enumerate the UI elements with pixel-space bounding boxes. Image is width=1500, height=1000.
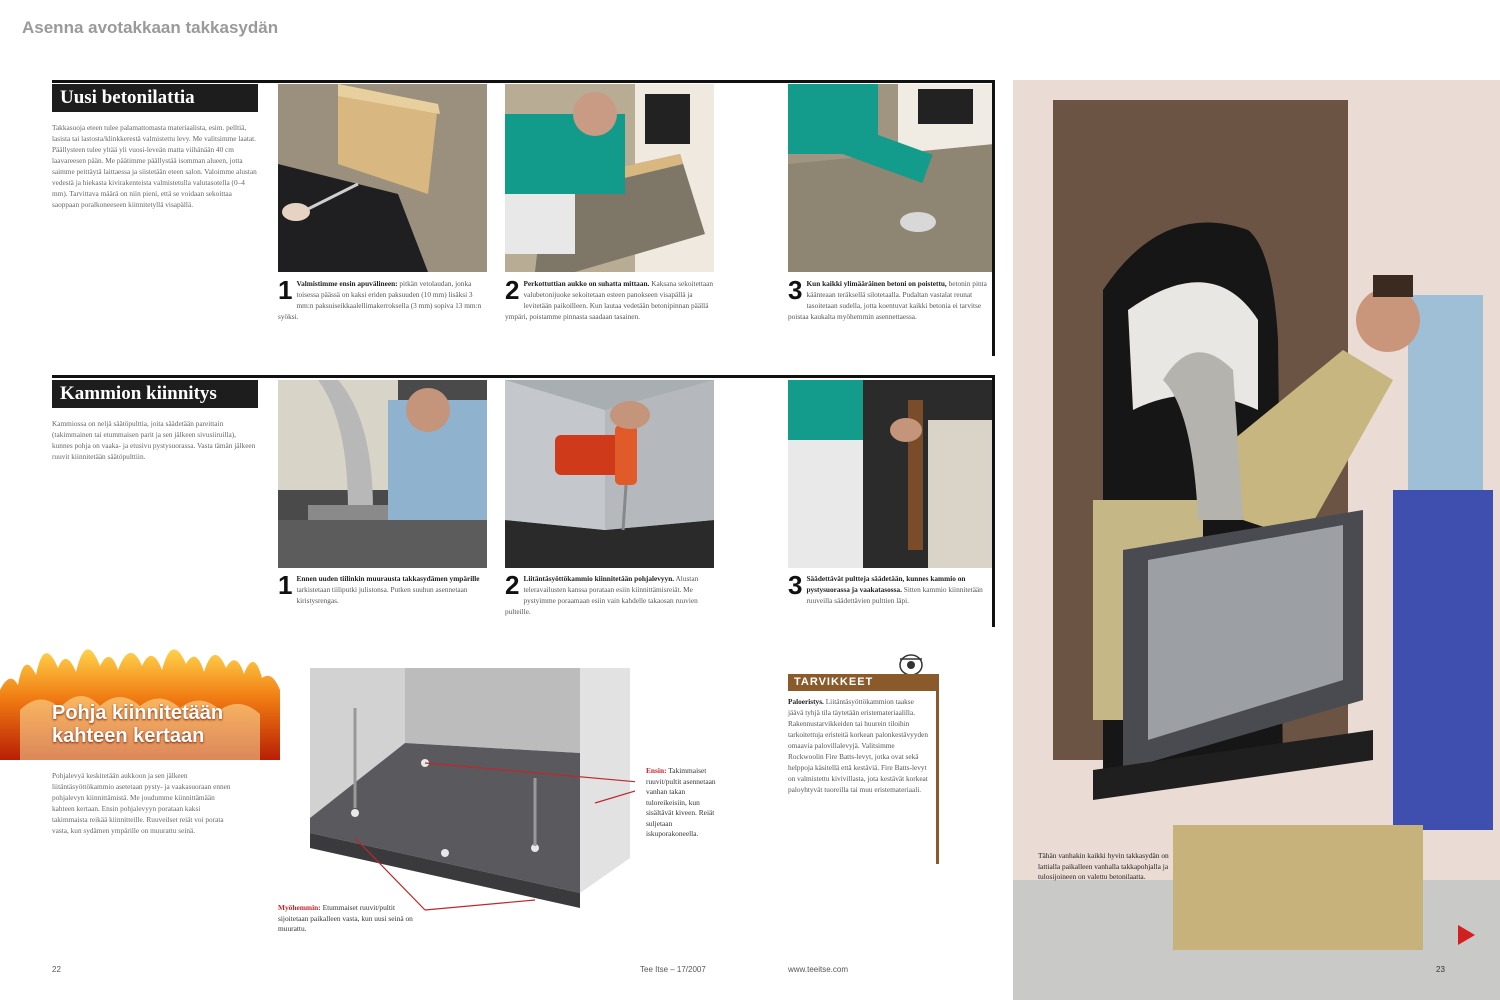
s2-step-1 <box>278 570 487 606</box>
s1-step-2-text: Kaksana sekoitettaan valubetonijuoke sekoitetaan esteen panokseen visapällä ja levitetään paikoilleen. Kun lautaa vedetään betonipinnan päällä ympäri, poistamme pinnasta saadaan tasainen. <box>505 279 713 321</box>
callout-later <box>278 903 413 935</box>
s1-step-3-number: 3 <box>788 275 803 305</box>
s1-step-3-lead: Kun kaikki ylimääräinen betoni on poistettu, <box>806 279 947 288</box>
supplies-lead: Paloeristys. <box>788 697 824 706</box>
s2-step-3-number: 3 <box>788 570 803 600</box>
s2-step-3 <box>788 570 990 606</box>
photo-board-and-level <box>278 84 487 272</box>
s1-step-2-number: 2 <box>505 275 520 305</box>
section2-title: Kammion kiinnitys <box>52 380 258 408</box>
callout-first <box>646 766 724 840</box>
supplies-text: Liitäntäsyöttökammion taakse jäävä tyhjä tila täytetään eristemateriaalilla. Rakennustarvikkeiden tai huurein tiloihin tarkoitettuja eristeitä korkean palonkestävyyden omaavia palovillalevyjä. Valitsimme Rockwoolin Fire Batts-levyt, jotka ovat sekä helppoja käsitellä että kestäviä. Fire Batts-levyt on valmistettu kivivillasta, jota kestävät korkeat paloyhtyvät tuoreilla tai muu eristemateriaali. <box>788 697 929 794</box>
page-number-right: 23 <box>1436 965 1445 974</box>
s1-step-2-lead: Perkottuttian aukko on suhatta mittaan. <box>523 279 650 288</box>
magazine-kicker: Asenna avotakkaan takkasydän <box>22 18 279 37</box>
s2-step-3-lead: Säädettävät pultteja säädetään, kunnes kammio on pystysuorassa ja vaakatasossa. <box>806 574 966 594</box>
page-number-left: 22 <box>52 965 61 974</box>
base-plate-diagram <box>305 668 635 928</box>
s1-step-1-number: 1 <box>278 275 293 305</box>
callout-first-label: Ensin: <box>646 766 667 775</box>
section3-title <box>52 702 282 748</box>
s1-step-3 <box>788 275 990 322</box>
s1-step-1-lead: Valmistimme ensin apuvälineen: <box>296 279 398 288</box>
section1-right-rule <box>992 80 995 356</box>
callout-later-text: Etummaiset ruuvit/pultit sijoitetaan paikalleen vasta, kun uusi seinä on muurattu. <box>278 903 413 933</box>
section3-title-line1: Pohja kiinnitetään <box>52 702 224 724</box>
supplies-text-block <box>788 696 928 795</box>
s1-step-1-text: pitkän vetolaudan, jonka toisessa päässä on kaksi eriden paksuuden (10 mm) lisäksi 3 mm:n paksuiseikkaalellimakerroksella (3 mm) sopiva 13 mm:n syöksi. <box>278 279 482 321</box>
section2-intro: Kammiossa on neljä säätöpulttia, joita säädetään pareittain (takimmainen tai etummaisen parit ja sen jälkeen sivusiiruilla), kunnes pohja on vaaka- ja etusivu pystysuorassa. Vasta tämän jälkeen ruuvit kiinnitetään säätöpulttiin. <box>52 419 256 461</box>
supplies-label: TARVIKKEET <box>788 674 938 691</box>
photo-adjust-bolts <box>788 380 994 568</box>
section3-text: Pohjalevyä keskitetään aukkoon ja sen jälkeen liitäntäsyöttökammio asetetaan pysty- ja vaakasuoraan ennen pohjalevyn kiinnittämistä. Me joudumme kiinnittämään kahteen kertaan. Ensin pohjalevyyn porataan kaksi takimmaista reikää kiinnitteille. Ruuveilset reiät voi porata vasta, kun sydämen ympärille on muurattu seinä. <box>52 771 231 835</box>
s2-step-3-text: Sitten kammio kiinnitetään ruuveilla säädettävien pulttien läpi. <box>806 585 983 605</box>
photo-trowel-concrete <box>788 84 994 272</box>
s2-step-1-number: 1 <box>278 570 293 600</box>
section2-rule <box>52 375 995 378</box>
s2-step-1-lead: Ennen uuden tiilinkin muurausta takkasydämen ympärille <box>296 574 480 583</box>
s2-step-2 <box>505 570 714 617</box>
section2-right-rule <box>992 375 995 627</box>
photo-leveling-frame <box>505 84 714 272</box>
s2-step-2-lead: Liitäntäsyöttökammio kiinnitetään pohjalevyyn. <box>523 574 675 583</box>
big-photo-caption: Tähän vanhakin kaikki hyvin takkasydän on lattialla paikalleen vanhalla takkapohjalla ja tulosijoineen on valettu betonilaatta. <box>1038 851 1169 881</box>
section1-title: Uusi betonilattia <box>52 84 258 112</box>
callout-first-text: Takimmaiset ruuvit/pultit asennetaan vanhan takan tuloreikeisiin, kun sisältävät kiveen. Reiät suljetaan iskuporakoneella. <box>646 766 716 838</box>
photo-flue-pipe <box>278 380 487 568</box>
magazine-issue: Tee Itse – 17/2007 <box>640 965 706 974</box>
s1-step-2 <box>505 275 714 322</box>
s2-step-2-number: 2 <box>505 570 520 600</box>
magazine-url: www.teeitse.com <box>788 965 849 974</box>
s2-step-1-text: tarkistetaan tiiliputki julistonsa. Putken suuhun asennetaan kiristysrengas. <box>296 585 468 605</box>
s1-step-1 <box>278 275 487 322</box>
supplies-side-rule <box>936 674 939 864</box>
photo-drilling-base <box>505 380 714 568</box>
section1-rule <box>52 80 995 83</box>
section3-title-line2: kahteen kertaan <box>52 725 205 747</box>
s2-step-2-text: Alustan teleravailusten kanssa porataan esiin kiinnittämisreiät. Me pystyimme poraamaan esiin vain kahdelle takaosan ruuvien pulteille. <box>505 574 699 616</box>
s1-step-3-text: betonin pinta käänteaan teräksellä silotetaalla. Pudaltan vastalat reunat tasoitetaan sudella, jotta koentuvat kaikki betonia ei tarvitse poistaa kaukalta myöhemmin asennettaessa. <box>788 279 987 321</box>
callout-later-label: Myöhemmin: <box>278 903 321 912</box>
section1-intro: Takkasuoja eteen tulee palamattomasta materiaalista, esim. pelltiä, lasista tai lastosta/klinkkerestä valmistettu levy. Me valitsimme laatat. Päällysteen tulee yltää yli vuosi-leveän matta viihänään 40 cm laavareesen pään. Me päätimme päällystää isomman alueen, jotta saimme peittäytä laittaessa ja siistetään eteen salon. Valoimme alustan vedestä ja hiekasta kivirakenteista valmistetulla valutasotella (0–4 mm). Tarvittava määrä on niin pieni, että se voidaan sekoittaa saoppaan poralkoneeseen kiinnitetyllä visapällä. <box>52 123 257 209</box>
